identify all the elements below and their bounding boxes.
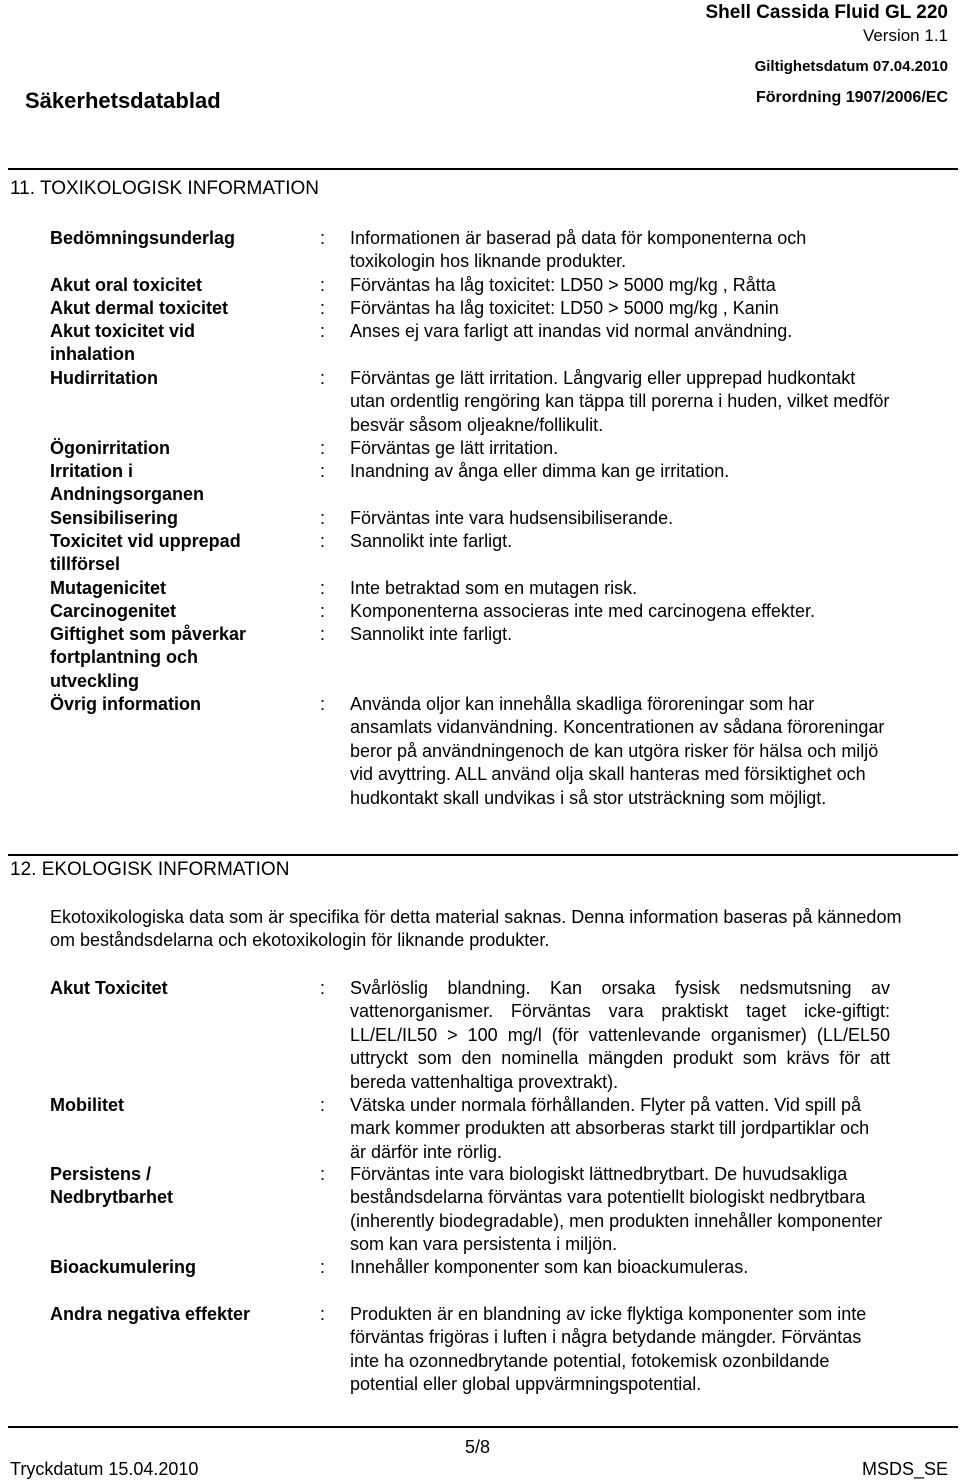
row-label: Akut toxicitet vid inhalation <box>50 321 196 365</box>
section-divider <box>8 854 958 856</box>
row-colon: : <box>320 694 326 714</box>
row-colon: : <box>320 438 326 458</box>
row-value: Svårlöslig blandning. Kan orsaka fysisk nedsmutsning av vattenorganismer. Förväntas vara praktiskt taget icke-giftigt: LL/EL/IL50 > 100 mg/l (för vattenlevande organismer) (LL/EL50 uttryckt som den nominella mängden produkt som krävs för att bereda vattenhaltiga provextrakt). <box>350 978 890 1092</box>
row-colon: : <box>320 601 326 621</box>
row-colon: : <box>320 298 326 318</box>
row-colon: : <box>320 1164 326 1184</box>
print-date: Tryckdatum 15.04.2010 <box>10 1459 199 1479</box>
product-name: Shell Cassida Fluid GL 220 <box>705 2 948 23</box>
row-label: Hudirritation <box>50 368 158 388</box>
row-value: Informationen är baserad på data för komponenterna och toxikologin hos liknande produkter. <box>350 228 807 272</box>
row-value: Förväntas ha låg toxicitet: LD50 > 5000 mg/kg , Råtta <box>350 275 776 295</box>
row-label: Bedömningsunderlag <box>50 228 236 248</box>
row-value: Innehåller komponenter som kan bioackumuleras. <box>350 1257 749 1277</box>
row-value: Produkten är en blandning av icke flyktiga komponenter som inte förväntas frigöras i luften i några betydande mängder. Förväntas inte ha ozonnedbrytande potential, fotokemisk ozonbildande potential eller global uppvärmningspotential. <box>350 1304 867 1395</box>
row-value: Inte betraktad som en mutagen risk. <box>350 578 638 598</box>
row-value: Sannolikt inte farligt. <box>350 624 513 644</box>
row-value: Förväntas ge lätt irritation. <box>350 438 559 458</box>
row-colon: : <box>320 275 326 295</box>
row-label: Mutagenicitet <box>50 578 167 598</box>
section-11-title: 11. TOXIKOLOGISK INFORMATION <box>10 178 319 199</box>
row-value: Anses ej vara farligt att inandas vid normal användning. <box>350 321 793 341</box>
page-number: 5/8 <box>465 1437 491 1457</box>
row-value: Förväntas inte vara hudsensibiliserande. <box>350 508 674 528</box>
row-colon: : <box>320 368 326 388</box>
section-12-intro: Ekotoxikologiska data som är specifika för detta material saknas. Denna information baseras på kännedom om beståndsdelarna och ekotoxikologin för liknande produkter. <box>50 907 902 951</box>
row-colon: : <box>320 1095 326 1115</box>
row-label: Carcinogenitet <box>50 601 177 621</box>
version-label: Version 1.1 <box>862 26 948 45</box>
row-label: Irritation i Andningsorganen <box>50 461 204 505</box>
row-label: Ögonirritation <box>50 438 170 458</box>
row-colon: : <box>320 978 326 998</box>
row-colon: : <box>320 531 326 551</box>
row-label: Akut dermal toxicitet <box>50 298 229 318</box>
row-colon: : <box>320 508 326 528</box>
row-value: Förväntas inte vara biologiskt lättnedbrytbart. De huvudsakliga beståndsdelarna förväntas vara potentiellt biologiskt nedbrytbara (inherently biodegradable), men produkten innehåller komponenter som kan vara persistenta i miljön. <box>350 1164 883 1255</box>
row-colon: : <box>320 1304 326 1324</box>
document-title: Säkerhetsdatablad <box>25 88 221 113</box>
row-value: Använda oljor kan innehålla skadliga föroreningar som har ansamlats vidanvändning. Koncentrationen av sådana föroreningar beror på användningenoch de kan utgöra risker för hälsa och miljö vid avyttring. ALL använd olja skall hanteras med försiktighet och hudkontakt skall undvikas i så stor utsträckning som möjligt. <box>350 694 885 808</box>
row-label: Persistens / Nedbrytbarhet <box>50 1164 174 1208</box>
row-label: Toxicitet vid upprepad tillförsel <box>50 531 241 575</box>
row-colon: : <box>320 461 326 481</box>
footer-divider <box>8 1426 958 1428</box>
row-label: Bioackumulering <box>50 1257 197 1277</box>
row-value: Inandning av ånga eller dimma kan ge irritation. <box>350 461 730 481</box>
row-value: Sannolikt inte farligt. <box>350 531 513 551</box>
regulation-label: Förordning 1907/2006/EC <box>755 89 948 106</box>
row-colon: : <box>320 624 326 644</box>
document-code: MSDS_SE <box>861 1459 948 1479</box>
row-label: Giftighet som påverkar fortplantning och utveckling <box>50 624 247 691</box>
row-value: Förväntas ge lätt irritation. Långvarig eller upprepad hudkontakt utan ordentlig rengöring kan täppa till porerna i huden, vilket medför besvär såsom oljeakne/follikulit. <box>350 368 890 435</box>
row-label: Övrig information <box>50 694 202 714</box>
row-label: Andra negativa effekter <box>50 1304 251 1324</box>
row-label: Mobilitet <box>50 1095 124 1115</box>
row-colon: : <box>320 228 326 248</box>
section-divider <box>8 168 958 170</box>
section-12-title: 12. EKOLOGISK INFORMATION <box>10 859 290 880</box>
row-colon: : <box>320 578 326 598</box>
row-label: Akut Toxicitet <box>50 978 168 998</box>
validity-date: Giltighetsdatum 07.04.2010 <box>754 58 948 75</box>
row-value: Vätska under normala förhållanden. Flyter på vatten. Vid spill på mark kommer produkten att absorberas starkt till jordpartiklar och är därför inte rörlig. <box>350 1095 870 1162</box>
row-value: Komponenterna associeras inte med carcinogena effekter. <box>350 601 815 621</box>
row-label: Sensibilisering <box>50 508 179 528</box>
row-colon: : <box>320 1257 326 1277</box>
row-colon: : <box>320 321 326 341</box>
row-label: Akut oral toxicitet <box>50 275 203 295</box>
row-value: Förväntas ha låg toxicitet: LD50 > 5000 mg/kg , Kanin <box>350 298 779 318</box>
